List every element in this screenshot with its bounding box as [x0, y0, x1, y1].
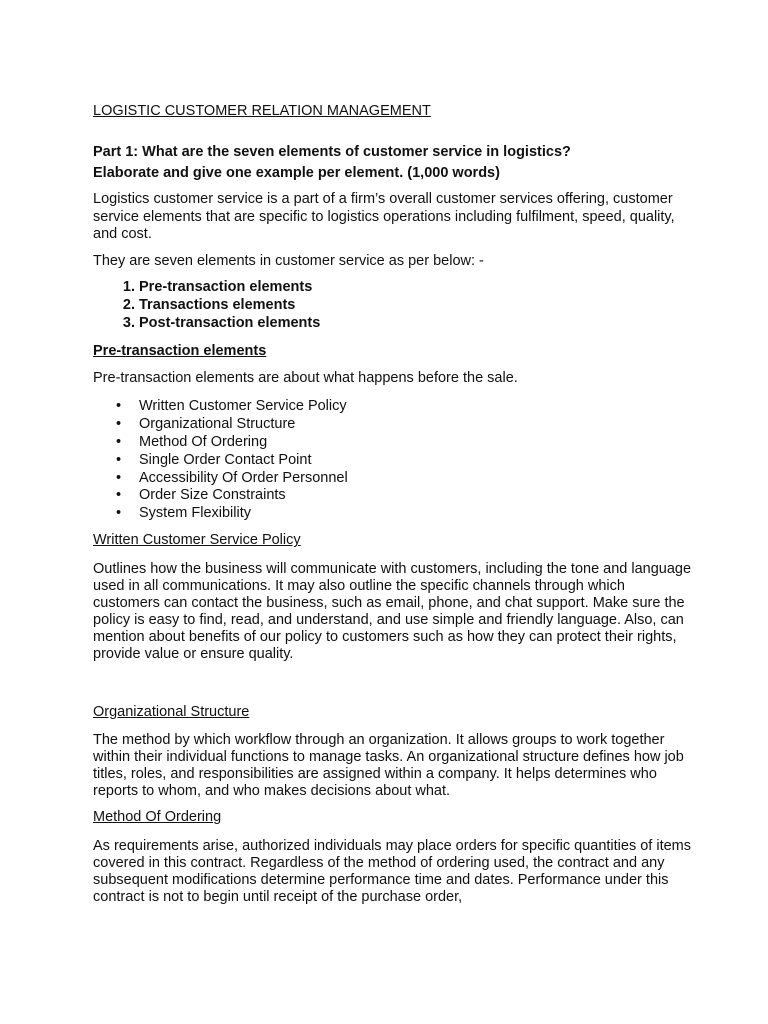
question-line-2: Elaborate and give one example per element. (1,000 words) — [93, 165, 500, 181]
intro-paragraph: Logistics customer service is a part of a firm’s overall customer services offering, customer service elements that are specific to logistics operations including fulfilment, speed, quality, and cost. — [93, 191, 675, 243]
pre-transaction-list — [93, 398, 693, 523]
list-item: • System Flexibility — [139, 505, 693, 523]
list-item: 2. Transactions elements — [139, 297, 693, 315]
document-title: LOGISTIC CUSTOMER RELATION MANAGEMENT — [93, 103, 431, 119]
question-line-1: Part 1: What are the seven elements of customer service in logistics? — [93, 144, 571, 160]
policy-heading: Written Customer Service Policy — [93, 532, 301, 549]
list-item: • Organizational Structure — [139, 416, 693, 434]
list-item: • Order Size Constraints — [139, 487, 693, 505]
spacer — [93, 672, 693, 704]
list-item: • Written Customer Service Policy — [139, 398, 693, 416]
pre-transaction-intro: Pre-transaction elements are about what happens before the sale. — [93, 370, 518, 387]
document-page — [93, 102, 693, 915]
list-item: • Single Order Contact Point — [139, 452, 693, 470]
ordering-paragraph: As requirements arise, authorized individuals may place orders for specific quantities of items covered in this contract. Regardless of the method of ordering used, the contract and any subsequent modifications determine performance time and dates. Performance under this contract is not to begin until receipt of the purchase order, — [93, 838, 691, 906]
list-item: • Method Of Ordering — [139, 434, 693, 452]
ordering-heading: Method Of Ordering — [93, 809, 222, 826]
elements-intro: They are seven elements in customer service as per below: - — [93, 252, 484, 269]
list-item: 1. Pre-transaction elements — [139, 279, 693, 297]
pre-transaction-heading: Pre-transaction elements — [93, 342, 267, 359]
org-structure-heading: Organizational Structure — [93, 703, 250, 720]
list-item: • Accessibility Of Order Personnel — [139, 470, 693, 488]
list-item: 3. Post-transaction elements — [139, 315, 693, 333]
main-elements-list — [93, 279, 693, 332]
policy-paragraph: Outlines how the business will communicate with customers, including the tone and language used in all communications. It may also outline the specific channels through which customers can contact the business, such as email, phone, and chat support. Make sure the policy is easy to find, read, and understand, and use simple and friendly language. Also, can mention about benefits of our policy to customers such as how they can protect their rights, provide value or ensure quality. — [93, 560, 692, 662]
org-structure-paragraph: The method by which workflow through an organization. It allows groups to work together within their individual functions to manage tasks. An organizational structure defines how job titles, roles, and responsibilities are assigned within a company. It helps determines who reports to whom, and who makes decisions about what. — [93, 732, 684, 800]
